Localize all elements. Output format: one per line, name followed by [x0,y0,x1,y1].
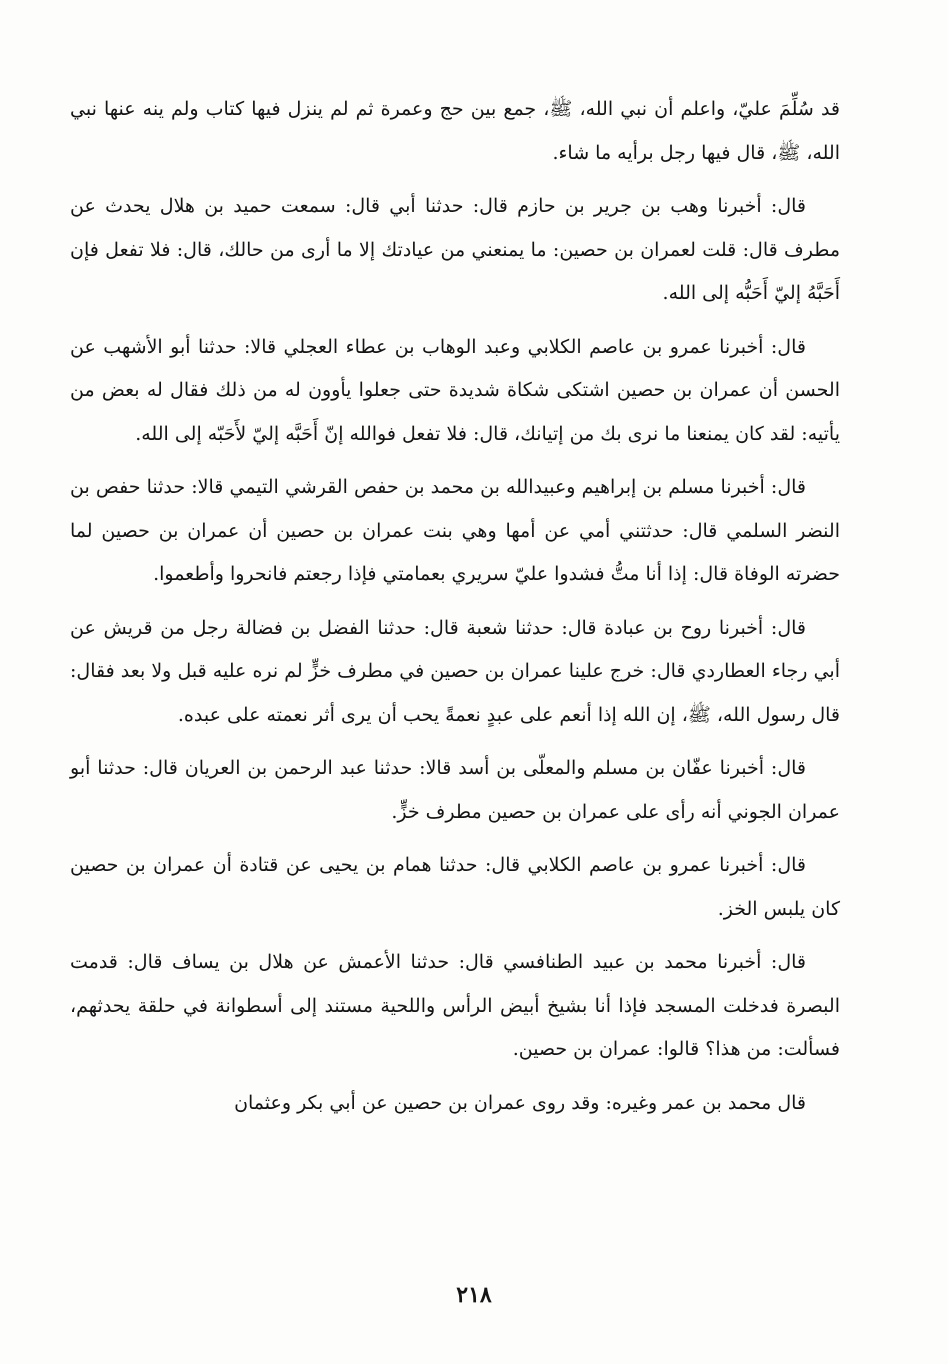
page-number: ٢١٨ [456,1282,492,1308]
paragraph-5: قال: أخبرنا روح بن عبادة قال: حدثنا شعبة قال: حدثنا الفضل بن فضالة رجل من قريش عن أبي رجاء العطاردي قال: خرج علينا عمران بن حصين في مطرف خزٍّ لم نره عليه قبل ولا بعد فقال: قال رسول الله، ﷺ، إن الله إذا أنعم على عبدٍ نعمةً يحب أن يرى أثر نعمته على عبده. [70,616,840,726]
paragraph-8: قال: أخبرنا محمد بن عبيد الطنافسي قال: حدثنا الأعمش عن هلال بن يساف قال: قدمت البصرة فدخلت المسجد فإذا أنا بشيخ أبيض الرأس واللحية مستند إلى أسطوانة في حلقة يحدثهم، فسألت: من هذا؟ قالوا: عمران بن حصين. [70,951,840,1060]
paragraph-7: قال: أخبرنا عمرو بن عاصم الكلابي قال: حدثنا همام بن يحيى عن قتادة أن عمران بن حصين كان يلبس الخز. [70,854,840,920]
paragraph-2: قال: أخبرنا وهب بن جرير بن حازم قال: حدثنا أبي قال: سمعت حميد بن هلال يحدث عن مطرف قال: قلت لعمران بن حصين: ما يمنعني من عيادتك إلا ما أرى من حالك، قال: فلا تفعل فإن أَحَبَّهُ إليّ أَحَبُّه إلى الله. [70,195,840,304]
body-text [70,88,840,1135]
paragraph-6: قال: أخبرنا عفّان بن مسلم والمعلّى بن أسد قالا: حدثنا عبد الرحمن بن العريان قال: حدثنا أبو عمران الجوني أنه رأى على عمران بن حصين مطرف خزٍّ. [70,757,840,823]
paragraph-4: قال: أخبرنا مسلم بن إبراهيم وعبيدالله بن محمد بن حفص القرشي التيمي قالا: حدثنا حفص بن النضر السلمي قال: حدثتني أمي عن أمها وهي بنت عمران بن حصين أن عمران بن حصين لما حضرته الوفاة قال: إذا أنا متُّ فشدوا عليّ سريري بعمامتي فإذا رجعتم فانحروا وأطعموا. [70,476,840,585]
paragraph-1: قد سُلِّمَ عليّ، واعلم أن نبي الله، ﷺ، جمع بين حج وعمرة ثم لم ينزل فيها كتاب ولم ينه عنها نبي الله، ﷺ، قال فيها رجل برأيه ما شاء. [70,98,840,164]
paragraph-3: قال: أخبرنا عمرو بن عاصم الكلابي وعبد الوهاب بن عطاء العجلي قالا: حدثنا أبو الأشهب عن الحسن أن عمران بن حصين اشتكى شكاة شديدة حتى جعلوا يأوون له من ذلك فقال له بعض من يأتيه: لقد كان يمنعنا ما نرى بك من إتيانك، قال: فلا تفعل فوالله إنّ أَحَبَّه إليّ لأَحَبّه إلى الله. [70,335,840,445]
paragraph-9: قال محمد بن عمر وغيره: وقد روى عمران بن حصين عن أبي بكر وعثمان [234,1091,806,1114]
